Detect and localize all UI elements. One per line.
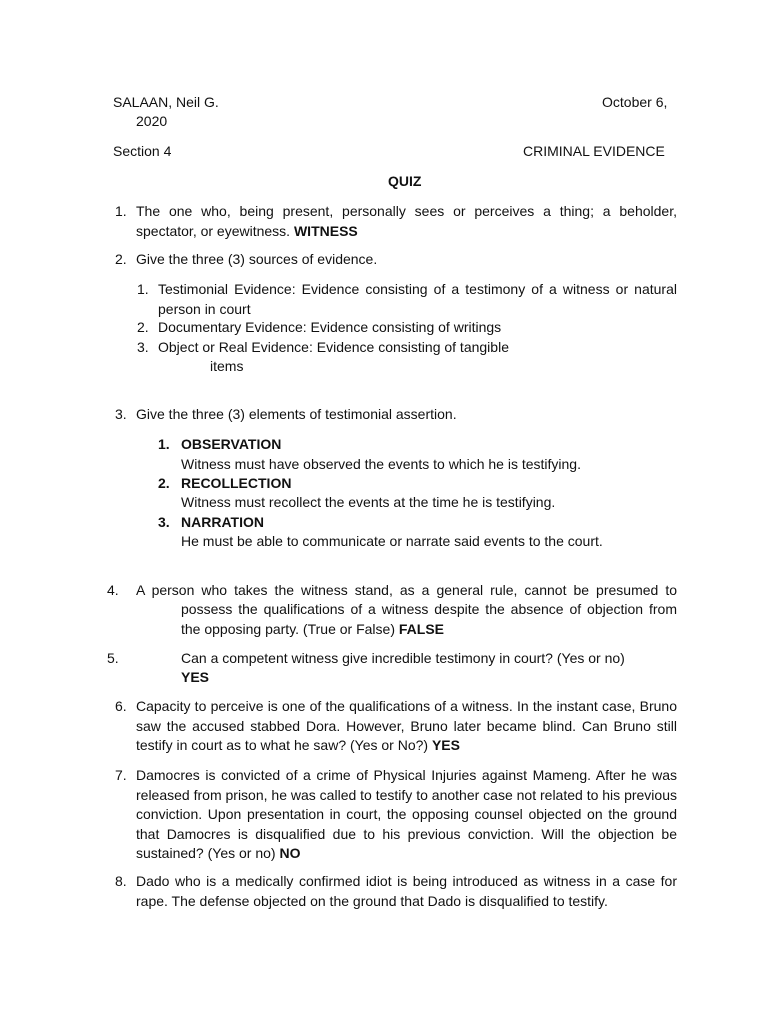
source-3-text: Object or Real Evidence: Evidence consisting of tangible [158, 339, 509, 355]
question-4-text: possess the qualifications of a witness despite the absence of objection from the opposing party. (True or False) [181, 601, 677, 637]
question-1-number: 1. [115, 203, 127, 219]
element-2-title: RECOLLECTION [181, 475, 292, 491]
question-8-text: Dado who is a medically confirmed idiot is being introduced as witness in a case for rape. The defense objected on the ground that Dado is disqualified to testify. [136, 873, 677, 909]
question-5-text: Can a competent witness give incredible testimony in court? (Yes or no) [181, 650, 625, 666]
question-6-text: Capacity to perceive is one of the qualifications of a witness. In the instant case, Bruno saw the accused stabbed Dora. However, Bruno later became blind. Can Bruno still testify in court as to what he saw? (Yes or No?) [136, 698, 677, 753]
question-1 [136, 202, 677, 241]
question-7 [136, 766, 677, 864]
question-3-number: 3. [115, 406, 127, 422]
element-2-text: Witness must recollect the events at the time he is testifying. [181, 494, 556, 510]
question-1-answer: WITNESS [293, 222, 358, 239]
question-5-answer: YES [181, 669, 210, 685]
question-4-line-1: A person who takes the witness stand, as a general rule, cannot be presumed to [136, 582, 677, 598]
question-8-number: 8. [115, 873, 127, 889]
question-4 [181, 600, 677, 639]
element-3-text: He must be able to communicate or narrate said events to the court. [181, 533, 603, 549]
element-1-number: 1. [158, 436, 170, 452]
element-3-number: 3. [158, 514, 170, 530]
source-3-text-cont: items [210, 358, 244, 374]
question-7-text: Damocres is convicted of a crime of Physical Injuries against Mameng. After he was released from prison, he was called to testify to another case not related to his previous conviction. Upon presentation in court, the opposing counsel objected on the ground that Damocres is disqualified due to his previous conviction. Will the objection be sustained? (Yes or no) [136, 767, 677, 861]
element-2-number: 2. [158, 475, 170, 491]
source-3-number: 3. [137, 339, 149, 355]
question-5-number: 5. [107, 650, 119, 666]
question-1-text: The one who, being present, personally sees or perceives a thing; a beholder, spectator, or eyewitness. [136, 203, 677, 239]
question-7-number: 7. [115, 767, 127, 783]
subject-label: CRIMINAL EVIDENCE [523, 143, 665, 159]
element-3-title: NARRATION [181, 514, 264, 530]
question-2-text: Give the three (3) sources of evidence. [136, 251, 378, 267]
source-2-number: 2. [137, 319, 149, 335]
section-label: Section 4 [113, 143, 172, 159]
question-4-number: 4. [107, 582, 119, 598]
question-4-answer: FALSE [398, 620, 445, 637]
date-line-2: 2020 [136, 113, 168, 129]
source-2-text: Documentary Evidence: Evidence consisting of writings [158, 319, 502, 335]
source-1-text: Testimonial Evidence: Evidence consisting of a testimony of a witness or natural person in court [158, 281, 677, 317]
question-3-text: Give the three (3) elements of testimonial assertion. [136, 406, 457, 422]
question-7-answer: NO [279, 845, 301, 861]
question-6-answer: YES [431, 737, 460, 753]
question-6-number: 6. [115, 698, 127, 714]
date-line-1: October 6, [602, 94, 668, 110]
student-name: SALAAN, Neil G. [113, 94, 219, 110]
element-1-title: OBSERVATION [181, 436, 282, 452]
element-1-text: Witness must have observed the events to which he is testifying. [181, 456, 581, 472]
source-1-number: 1. [137, 281, 149, 297]
question-2-number: 2. [115, 251, 127, 267]
question-6 [136, 697, 677, 756]
page-title: QUIZ [388, 173, 422, 189]
